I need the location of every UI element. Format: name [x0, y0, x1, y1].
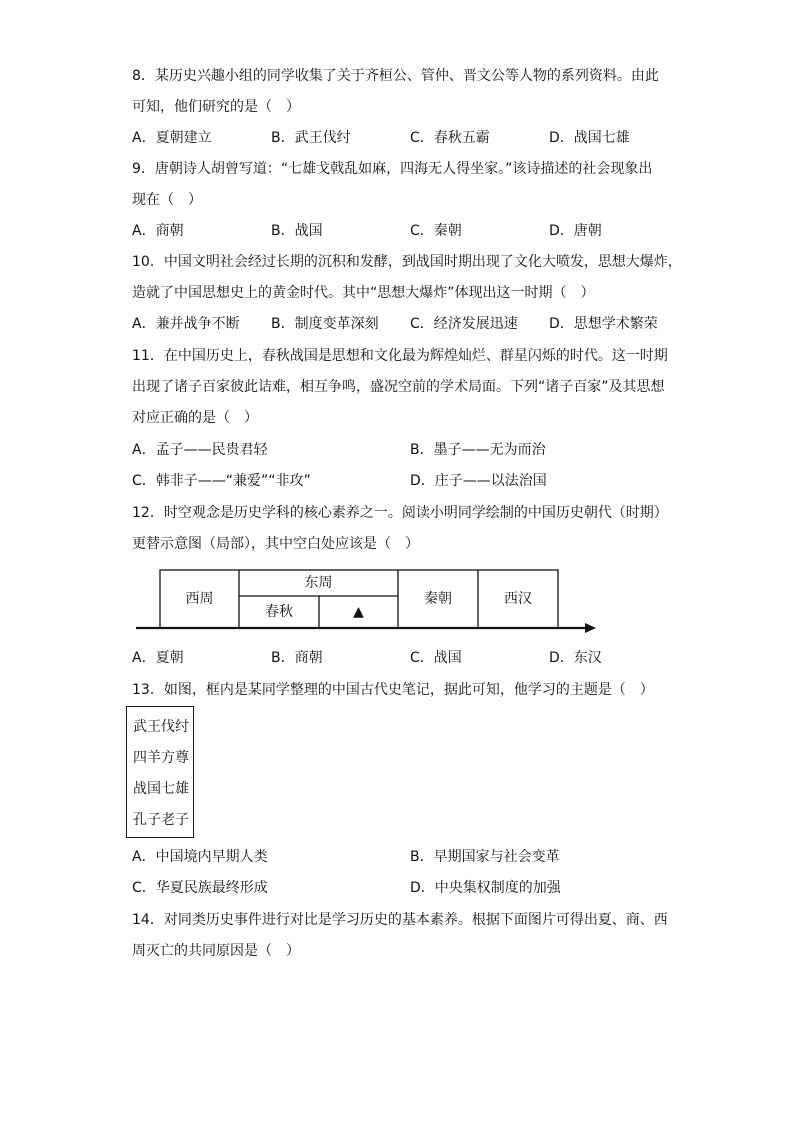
- note-item: 战国七雄: [133, 781, 189, 797]
- q8-option-a[interactable]: A．夏朝建立: [132, 130, 212, 146]
- q8-option-d[interactable]: D．战国七雄: [549, 130, 630, 146]
- q12-option-a[interactable]: A．夏朝: [132, 650, 184, 666]
- q12-option-d[interactable]: D．东汉: [549, 650, 602, 666]
- q11-option-c[interactable]: C．韩非子——“兼爱”“非攻”: [132, 473, 311, 489]
- q9-option-d[interactable]: D．唐朝: [549, 223, 602, 239]
- q10-stem-line1: 10．中国文明社会经过长期的沉积和发酵，到战国时期出现了文化大喷发，思想大爆炸，: [132, 254, 682, 270]
- q8-stem-line2: 可知，他们研究的是（ ）: [132, 99, 300, 115]
- cell-west-han: 西汉: [504, 591, 532, 607]
- dynasty-timeline-diagram: [134, 569, 604, 639]
- history-notes-box: [126, 706, 194, 838]
- q9-stem-line1: 9．唐朝诗人胡曾写道：“七雄戈戟乱如麻，四海无人得坐家。”该诗描述的社会现象出: [132, 161, 653, 177]
- note-item: 孔子老子: [133, 812, 189, 828]
- q13-option-c[interactable]: C．华夏民族最终形成: [132, 880, 268, 896]
- q13-stem-line1: 13．如图，框内是某同学整理的中国古代史笔记，据此可知，他学习的主题是（ ）: [132, 682, 654, 698]
- q11-stem-line2: 出现了诸子百家彼此诘难，相互争鸣，盛况空前的学术局面。下列“诸子百家”及其思想: [132, 379, 665, 395]
- q12-stem-line2: 更替示意图（局部），其中空白处应该是（ ）: [132, 536, 419, 552]
- note-item: 武王伐纣: [133, 719, 189, 735]
- q11-option-d[interactable]: D．庄子——以法治国: [410, 473, 547, 489]
- cell-qin: 秦朝: [424, 591, 452, 607]
- q10-option-c[interactable]: C．经济发展迅速: [410, 316, 518, 332]
- q9-option-c[interactable]: C．秦朝: [410, 223, 462, 239]
- q11-stem-line3: 对应正确的是（ ）: [132, 410, 258, 426]
- q12-option-b[interactable]: B．商朝: [271, 650, 323, 666]
- q11-stem-line1: 11．在中国历史上，春秋战国是思想和文化最为辉煌灿烂、群星闪烁的时代。这一时期: [132, 348, 668, 364]
- q9-option-b[interactable]: B．战国: [271, 223, 323, 239]
- q14-stem-line1: 14．对同类历史事件进行对比是学习历史的基本素养。根据下面图片可得出夏、商、西: [132, 912, 668, 928]
- q10-stem-line2: 造就了中国思想史上的黄金时代。其中“思想大爆炸”体现出这一时期（ ）: [132, 285, 595, 301]
- q13-option-b[interactable]: B．早期国家与社会变革: [410, 849, 560, 865]
- q11-option-b[interactable]: B．墨子——无为而治: [410, 442, 546, 458]
- q10-option-b[interactable]: B．制度变革深刻: [271, 316, 379, 332]
- cell-chunqiu: 春秋: [265, 604, 293, 620]
- q8-stem-line1: 8．某历史兴趣小组的同学收集了关于齐桓公、管仲、晋文公等人物的系列资料。由此: [132, 68, 659, 84]
- q10-option-d[interactable]: D．思想学术繁荣: [549, 316, 658, 332]
- q11-option-a[interactable]: A．孟子——民贵君轻: [132, 442, 268, 458]
- q13-option-d[interactable]: D．中央集权制度的加强: [410, 880, 561, 896]
- q8-option-b[interactable]: B．武王伐纣: [271, 130, 351, 146]
- note-item: 四羊方尊: [133, 750, 189, 766]
- cell-east-zhou: 东周: [304, 575, 333, 591]
- cell-west-zhou: 西周: [185, 591, 214, 607]
- q10-option-a[interactable]: A．兼并战争不断: [132, 316, 240, 332]
- cell-blank-triangle: ▲: [353, 604, 364, 620]
- q12-stem-line1: 12．时空观念是历史学科的核心素养之一。阅读小明同学绘制的中国历史朝代（时期）: [132, 505, 668, 521]
- q14-stem-line2: 周灭亡的共同原因是（ ）: [132, 943, 300, 959]
- q9-option-a[interactable]: A．商朝: [132, 223, 184, 239]
- q8-option-c[interactable]: C．春秋五霸: [410, 130, 490, 146]
- q13-option-a[interactable]: A．中国境内早期人类: [132, 849, 268, 865]
- q12-option-c[interactable]: C．战国: [410, 650, 462, 666]
- q9-stem-line2: 现在（ ）: [132, 192, 202, 208]
